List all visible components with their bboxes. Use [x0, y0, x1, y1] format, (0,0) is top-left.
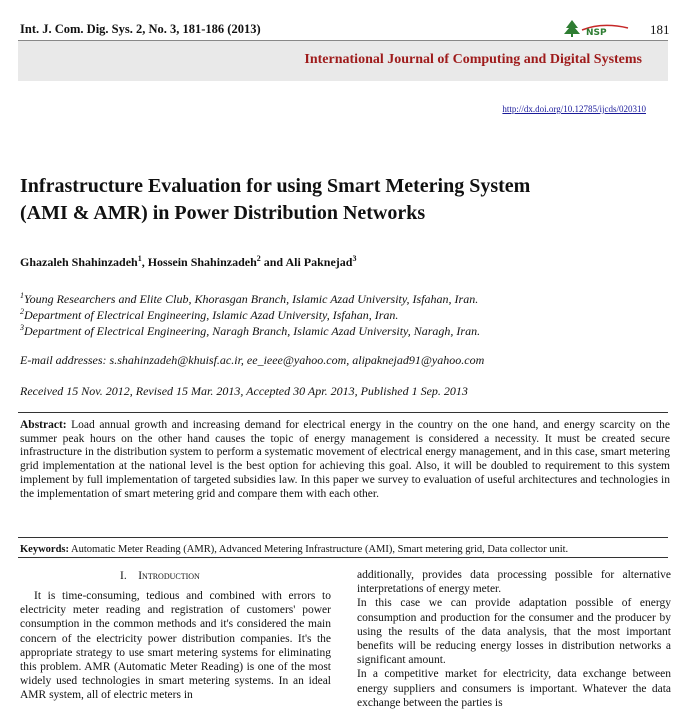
author-separator: ,: [141, 255, 148, 269]
affiliation-sup: 1: [20, 291, 24, 300]
author-list: [20, 254, 356, 270]
logo-text: NSP: [586, 28, 607, 38]
section-heading: [120, 570, 200, 582]
abstract-label: Abstract:: [20, 419, 67, 431]
keywords-rule: [18, 557, 668, 558]
section-number: I.: [120, 570, 127, 582]
affiliation-text: Department of Electrical Engineering, Islamic Azad University, Isfahan, Iran.: [24, 308, 399, 322]
keywords: [20, 544, 670, 555]
section-title: Introduction: [138, 570, 200, 582]
page-number: 181: [650, 22, 670, 37]
author-sup: 2: [256, 254, 261, 263]
author-name: Hossein Shahinzadeh: [147, 255, 257, 269]
received-dates: Received 15 Nov. 2012, Revised 15 Mar. 2013, Accepted 30 Apr. 2013, Published 1 Sep. 2013: [20, 384, 468, 398]
author-sup: 3: [352, 254, 357, 263]
doi-link[interactable]: http://dx.doi.org/10.12785/ijcds/020310: [502, 104, 646, 114]
author-name: Ghazaleh Shahinzadeh: [20, 255, 138, 269]
affiliation-3: [20, 320, 480, 339]
paper-title: [20, 173, 670, 227]
journal-banner: [18, 41, 668, 81]
affiliation-text: Department of Electrical Engineering, Naragh Branch, Islamic Azad University, Naragh, Iran.: [24, 324, 481, 338]
paragraph: In this case we can provide adaptation possible of energy consumption and production for the consumer and the producer by using the results of the data analysis, that the most important benefits will be reducing energy losses in distribution networks a significant amount.: [357, 597, 671, 667]
journal-reference: Int. J. Com. Dig. Sys. 2, No. 3, 181-186 (2013): [20, 22, 261, 36]
abstract-text: Load annual growth and increasing demand for electrical energy in the country on the one hand, and energy scarcity on the summer peak hours on the other hand causes the topic of energy management is considered a necessity. It must be created secure infrastructure in the distribution system to perform a systematic movement of electrical energy management, and in this case, smart metering grid implementation at the national level is the best option for achieving this goal. Also, it will be doubled to requirement to this system implement by full implementation of targeted subsidies law. In this paper we survey to evaluation of useful architectures and technologies in the implementation of smart metering grid and compare them with each other.: [20, 419, 670, 500]
author-separator: and: [260, 255, 286, 269]
paragraph: In a competitive market for electricity, data exchange between energy suppliers and consumers is important. Whatever the data exchange between the parties is: [357, 668, 671, 709]
abstract: [20, 419, 670, 501]
abstract-bottom-rule: [18, 537, 668, 538]
title-line-1: Infrastructure Evaluation for using Smart Metering System: [20, 175, 531, 197]
paragraph: It is time-consuming, tedious and combined with errors to electricity meter reading and registration of customers' power consumption in the common methods and it's considered the main concern of the electricity power distribution companies. It's the appropriate strategy to use smart metering systems for eliminating this problem. AMR (Automatic Meter Reading) is one of the most widely used technologies in smart metering systems. In an ideal AMR system, all of electric meters in: [20, 590, 331, 702]
right-column: [357, 568, 671, 710]
affiliation-sup: 2: [20, 307, 24, 316]
abstract-top-rule: [18, 412, 668, 413]
journal-name: International Journal of Computing and Digital Systems: [304, 52, 642, 67]
paragraph: additionally, provides data processing possible for alternative interpretations of energy meter.: [357, 569, 671, 596]
keywords-text: Automatic Meter Reading (AMR), Advanced Metering Infrastructure (AMI), Smart metering grid, Data collector unit.: [71, 544, 569, 555]
email-addresses: E-mail addresses: s.shahinzadeh@khuisf.ac.ir, ee_ieee@yahoo.com, alipaknejad91@yahoo.com: [20, 353, 485, 367]
affiliation-text: Young Researchers and Elite Club, Khorasgan Branch, Islamic Azad University, Isfahan, Iran.: [24, 292, 479, 306]
affiliation-sup: 3: [20, 323, 24, 332]
publisher-logo: [562, 18, 630, 38]
author-name: Ali Paknejad: [285, 255, 353, 269]
author-sup: 1: [137, 254, 142, 263]
left-column: [20, 589, 331, 703]
title-line-2: (AMI & AMR) in Power Distribution Networks: [20, 202, 426, 224]
keywords-label: Keywords:: [20, 544, 69, 555]
